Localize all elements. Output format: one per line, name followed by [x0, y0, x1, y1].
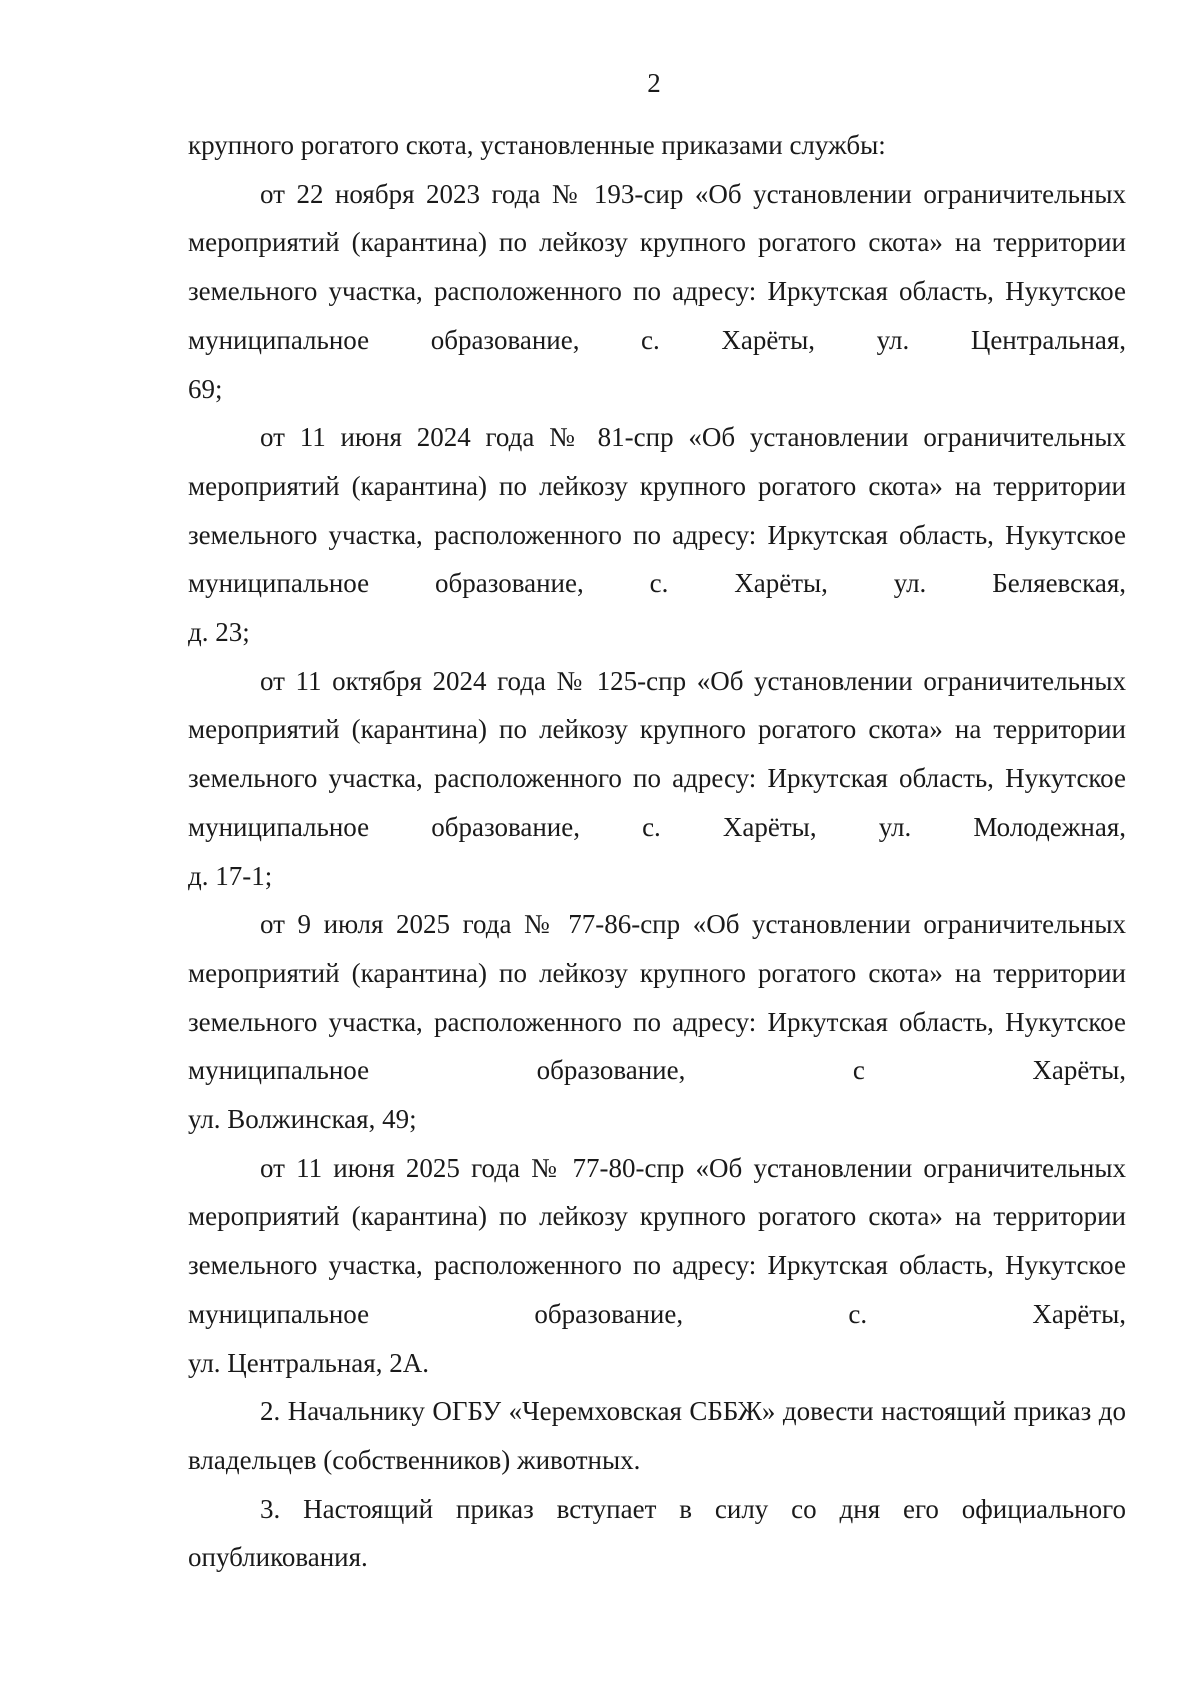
document-body — [188, 121, 1126, 1582]
clause-3-paragraph: 3. Настоящий приказ вступает в силу со дня его официального опубликования. — [188, 1493, 1126, 1573]
order-item-paragraph-end: ул. Волжинская, 49; — [188, 1104, 417, 1135]
order-item-paragraph: от 9 июля 2025 года № 77-86-спр «Об установлении ограничительных мероприятий (карантина) по лейкозу крупного рогатого скота» на территории земельного участка, расположенного по адресу: Иркутская область, Нукутское муниципальное образование, с Харёты, — [188, 909, 1126, 1086]
order-item-paragraph: от 11 июня 2025 года № 77-80-спр «Об установлении ограничительных мероприятий (карантина) по лейкозу крупного рогатого скота» на территории земельного участка, расположенного по адресу: Иркутская область, Нукутское муниципальное образование, с. Харёты, — [188, 1152, 1126, 1329]
order-item-paragraph-end: ул. Центральная, 2А. — [188, 1347, 429, 1378]
order-item-paragraph: от 11 июня 2024 года № 81-спр «Об установлении ограничительных мероприятий (карантина) по лейкозу крупного рогатого скота» на территории земельного участка, расположенного по адресу: Иркутская область, Нукутское муниципальное образование, с. Харёты, ул. Беляевская, — [188, 422, 1126, 599]
order-item-paragraph-end: д. 17-1; — [188, 860, 273, 891]
order-item-paragraph: от 11 октября 2024 года № 125-спр «Об установлении ограничительных мероприятий (карантина) по лейкозу крупного рогатого скота» на территории земельного участка, расположенного по адресу: Иркутская область, Нукутское муниципальное образование, с. Харёты, ул. Молодежная, — [188, 665, 1126, 842]
paragraph-line: крупного рогатого скота, установленные приказами службы: — [188, 130, 886, 160]
intro-paragraph — [188, 121, 1126, 170]
order-item-paragraph: от 22 ноября 2023 года № 193-сир «Об установлении ограничительных мероприятий (карантина) по лейкозу крупного рогатого скота» на территории земельного участка, расположенного по адресу: Иркутская область, Нукутское муниципальное образование, с. Харёты, ул. Центральная, — [188, 178, 1126, 355]
clause-2-paragraph: 2. Начальнику ОГБУ «Черемховская СББЖ» довести настоящий приказ до владельцев (собственников) животных. — [188, 1396, 1126, 1475]
order-item-paragraph-end: д. 23; — [188, 617, 250, 648]
order-item-paragraph-end: 69; — [188, 373, 223, 404]
page-number: 2 — [647, 68, 661, 98]
